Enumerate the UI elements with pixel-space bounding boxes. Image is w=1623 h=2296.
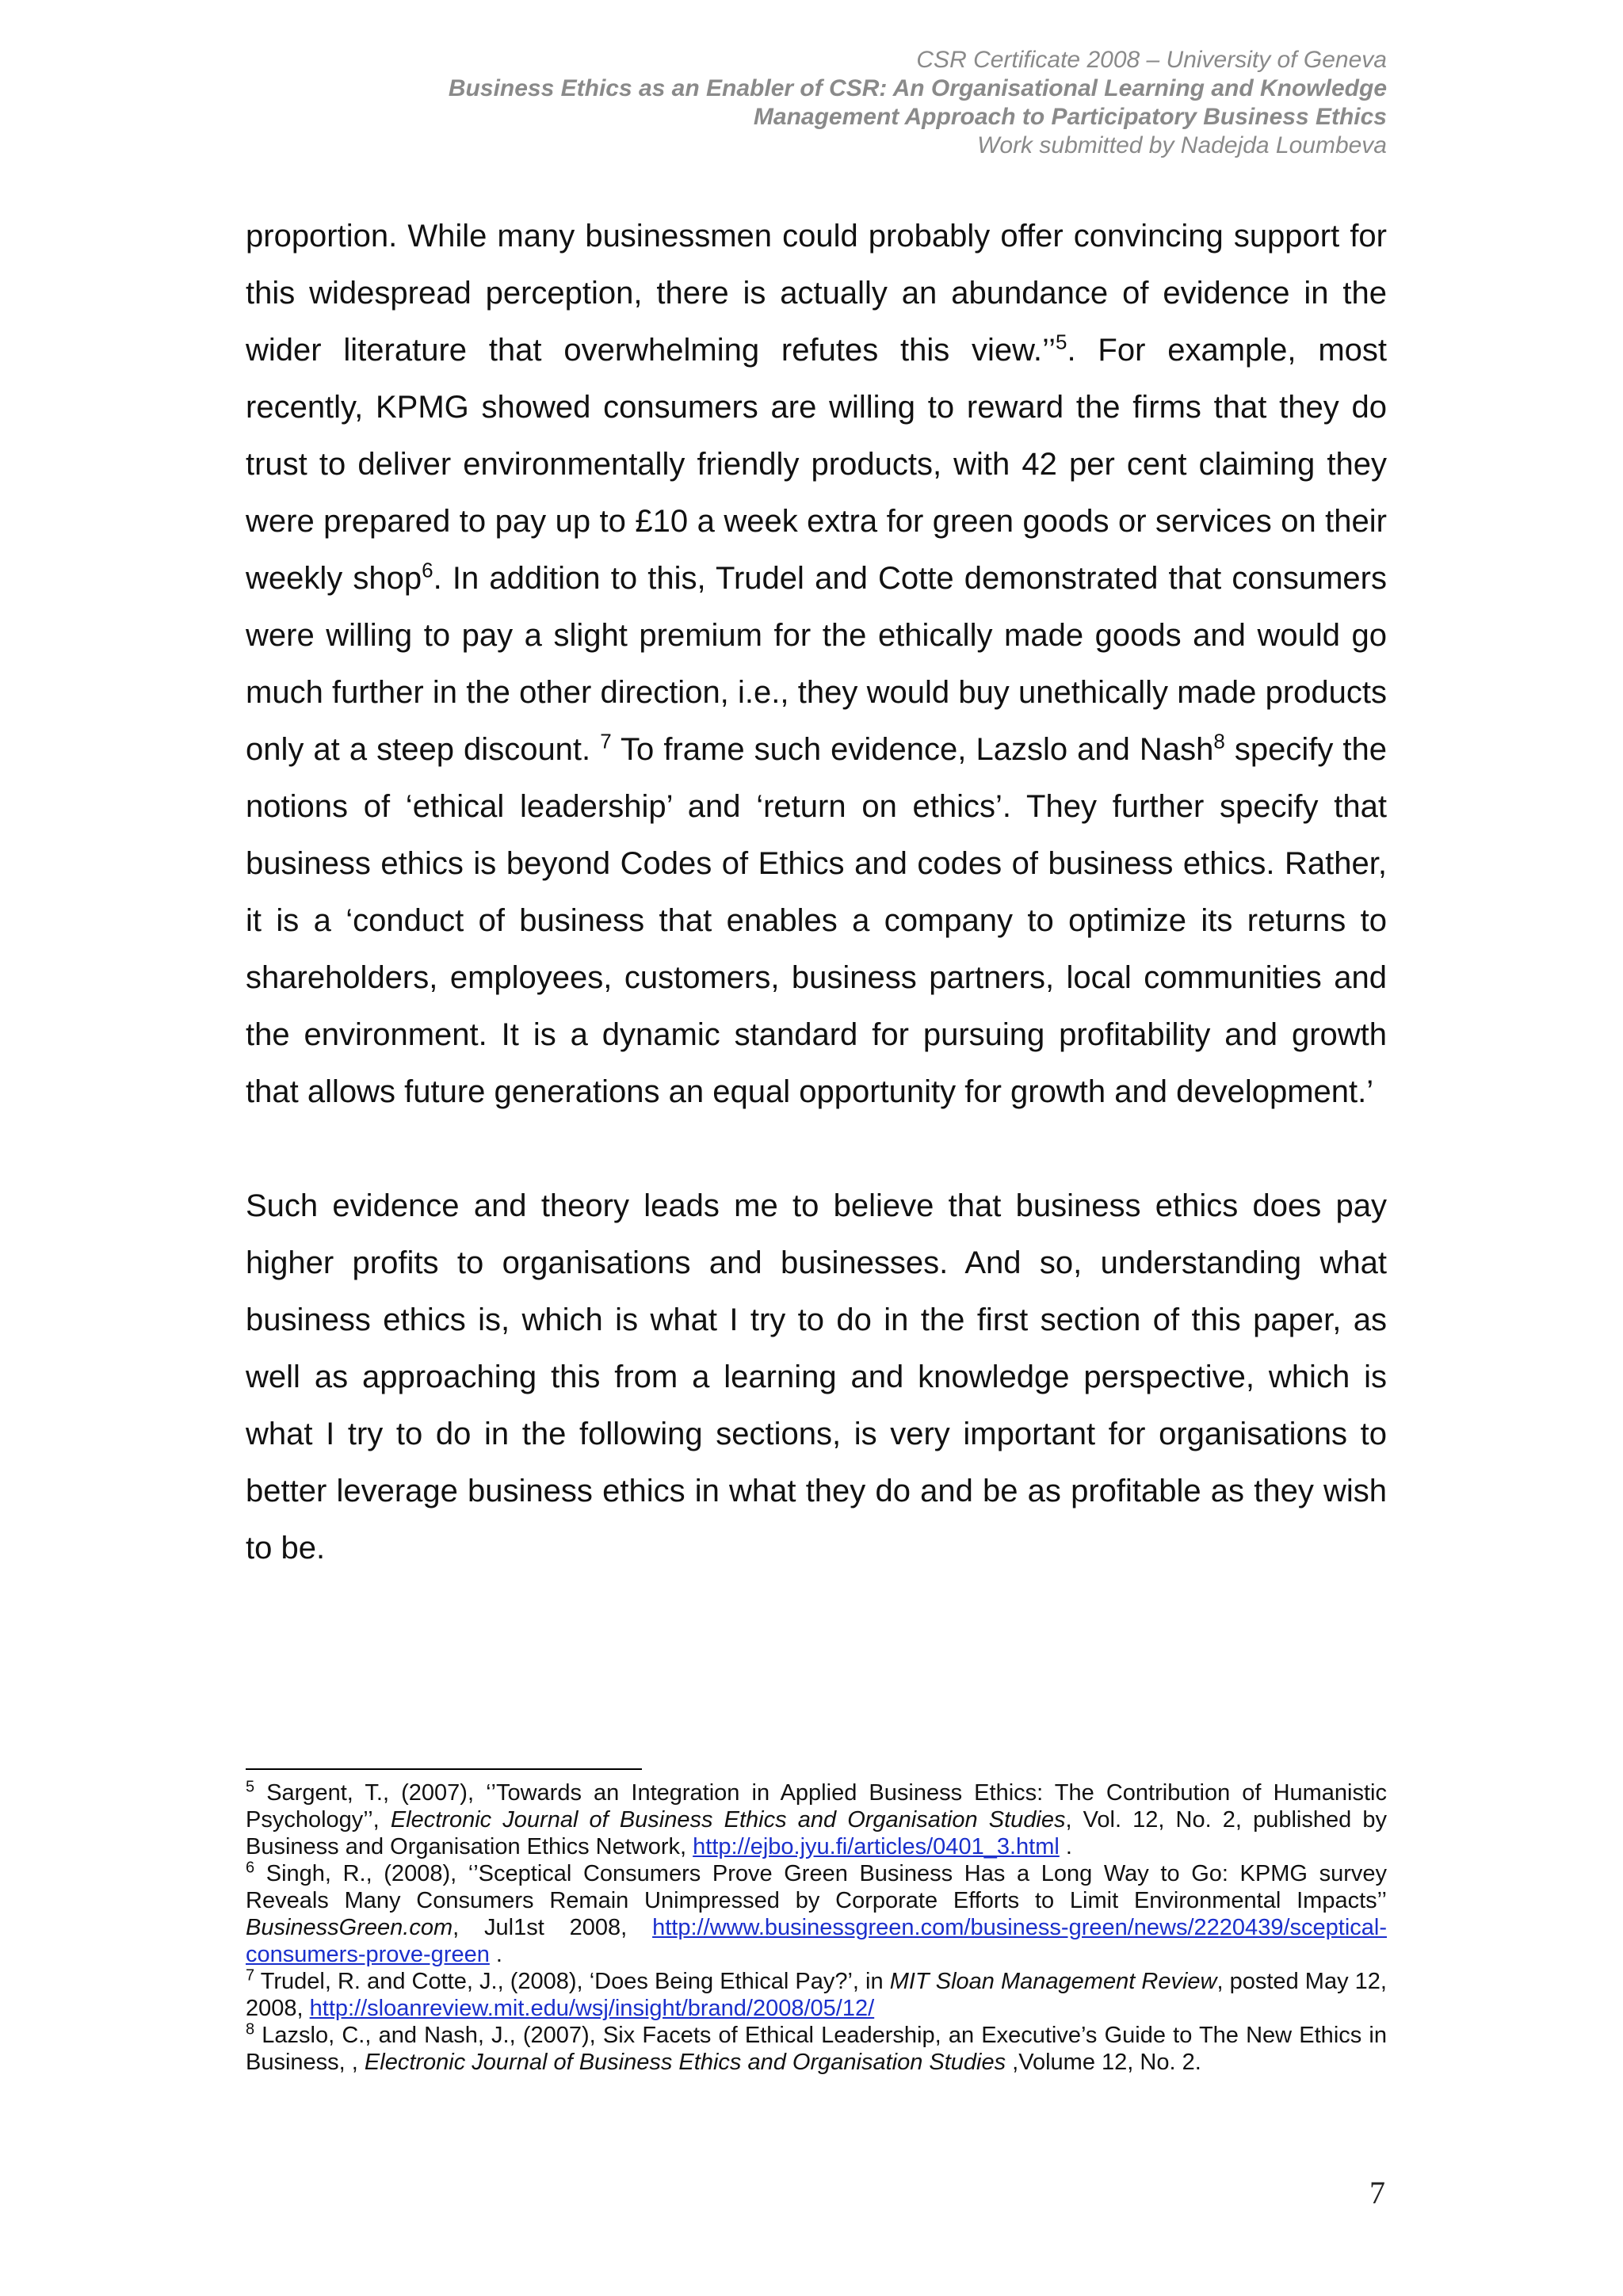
- footnote-7: $^7$ Trudel, R. and Cotte, J., (2008), ‘Does Being Ethical Pay?’, in MIT Sloan Management Review, posted May 12, 2008, http://sloanreview.mit.edu/wsj/insight/brand/2008/05/12/: [246, 1966, 1387, 2021]
- footnote-8: $^8$ Lazslo, C., and Nash, J., (2007), Six Facets of Ethical Leadership, an Executive’s Guide to The New Ethics in Business, , Electronic Journal of Business Ethics and Organisation Studies ,Volume 12, No. 2.: [246, 2020, 1387, 2075]
- footnote-ref-5[interactable]: 5: [1056, 330, 1067, 354]
- header-author: Work submitted by Nadejda Loumbeva: [977, 132, 1387, 158]
- header-title-line-2: Management Approach to Participatory Business Ethics: [753, 104, 1387, 130]
- body-text: [246, 208, 1387, 1577]
- running-header: [198, 46, 1387, 160]
- header-certificate: CSR Certificate 2008 – University of Geneva: [916, 47, 1387, 73]
- paragraph-2: Such evidence and theory leads me to believe that business ethics does pay higher profits to organisations and businesses. And so, understanding what business ethics is, which is what I try to do in the first section of this paper, as well as approaching this from a learning and knowledge perspective, which is what I try to do in the following sections, is very important for organisations to better leverage business ethics in what they do and be as profitable as they wish to be.: [246, 1188, 1387, 1566]
- footnote-5: $^5$ Sargent, T., (2007), ‘’Towards an Integration in Applied Business Ethics: The Contribution of Humanistic Psychology’’, Electronic Journal of Business Ethics and Organisation Studies, Vol. 12, No. 2, published by Business and Organisation Ethics Network, http://ejbo.jyu.fi/articles/0401_3.html .: [246, 1778, 1388, 1859]
- header-title-line-1: Business Ethics as an Enabler of CSR: An Organisational Learning and Knowledge: [448, 75, 1387, 101]
- footnote-6: $^6$ Singh, R., (2008), ‘’Sceptical Consumers Prove Green Business Has a Long Way to Go: KPMG survey Reveals Many Consumers Remain Unimpressed by Corporate Efforts to Limit Environmental Impacts’’ BusinessGreen.com, Jul1st 2008, http://www.businessgreen.com/business-green/news/2220439/sceptical-consumers-prove-green .: [246, 1859, 1387, 1967]
- footnotes: [246, 1779, 1387, 2076]
- footnote-separator: [246, 1768, 642, 1770]
- footnote-5-link[interactable]: http://ejbo.jyu.fi/articles/0401_3.html: [693, 1834, 1060, 1859]
- footnote-ref-7[interactable]: 7: [600, 729, 612, 753]
- footnote-ref-8[interactable]: 8: [1213, 729, 1225, 753]
- paragraph-1: proportion. While many businessmen could probably offer convincing support for this widespread perception, there is actually an abundance of evidence in the wider literature that overwhelming refutes this view.’’$^5$. For example, most recently, KPMG showed consumers are willing to reward the firms that they do trust to deliver environmentally friendly products, with 42 per cent claiming they were prepared to pay up to £10 a week extra for green goods or services on their weekly shop$^6$. In addition to this, Trudel and Cotte demonstrated that consumers were willing to pay a slight premium for the ethically made goods and would go much further in the other direction, i.e., they would buy unethically made products only at a steep discount. $^7$ To frame such evidence, Lazslo and Nash$^8$ specify the notions of ‘ethical leadership’ and ‘return on ethics’. They further specify that business ethics is beyond Codes of Ethics and codes of business ethics. Rather, it is a ‘conduct of business that enables a company to optimize its returns to shareholders, employees, customers, business partners, local communities and the environment. It is a dynamic standard for pursuing profitability and growth that allows future generations an equal opportunity for growth and development.’: [246, 219, 1388, 1109]
- footnote-7-link[interactable]: http://sloanreview.mit.edu/wsj/insight/brand/2008/05/12/: [309, 1996, 875, 2021]
- page-number: 7: [1369, 2175, 1385, 2210]
- footnote-ref-6[interactable]: 6: [422, 558, 433, 582]
- footnote-6-link[interactable]: http://www.businessgreen.com/business-green/news/2220439/sceptical-consumers-prove-green: [246, 1915, 1387, 1967]
